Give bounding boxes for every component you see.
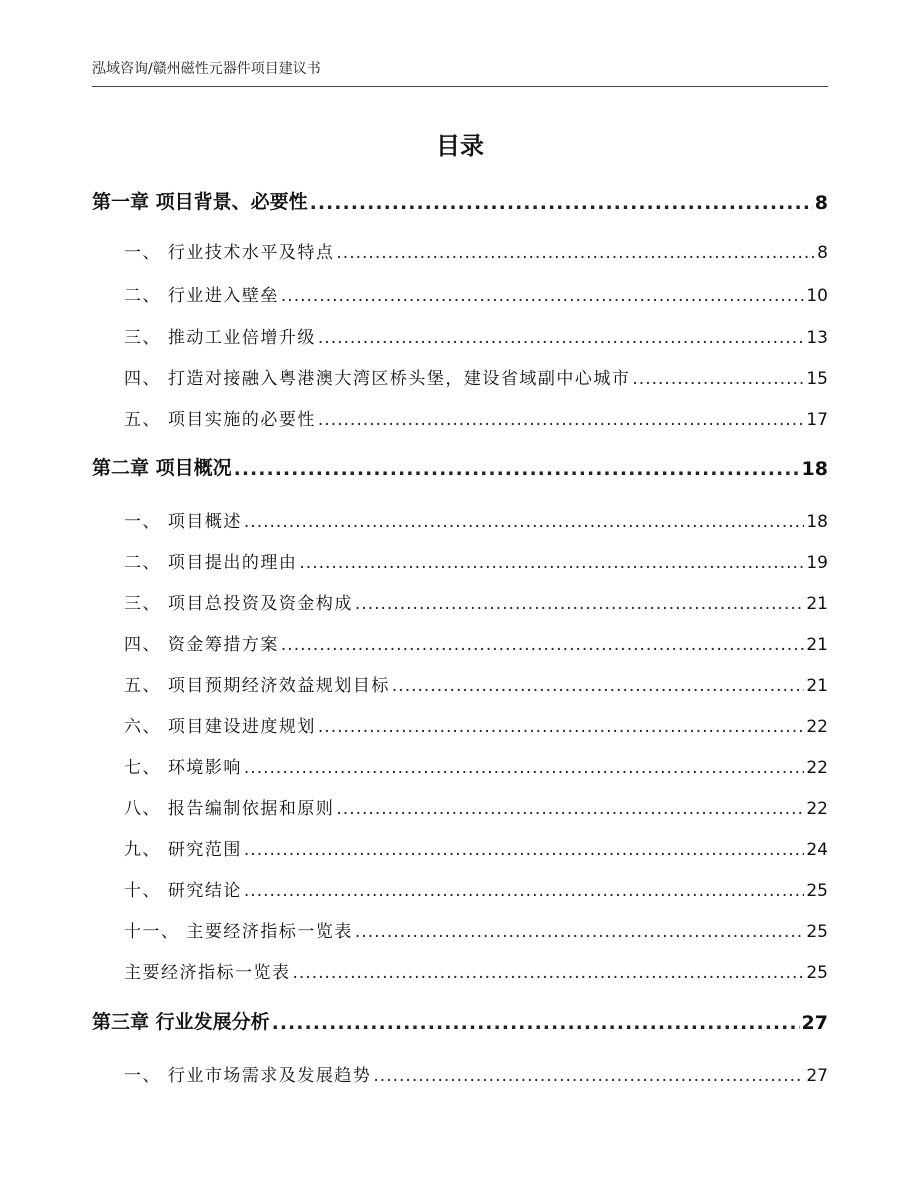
toc-entry-page: 25	[806, 922, 828, 942]
toc-entry-label: 五、 项目实施的必要性	[124, 410, 316, 430]
toc-entry-label: 四、 资金筹措方案	[124, 635, 279, 655]
toc-entry-page: 25	[806, 881, 828, 901]
toc-entry-label: 二、 行业进入壁垒	[124, 286, 279, 306]
toc-entry-2-table[interactable]	[0, 953, 920, 983]
toc-leader-dots	[299, 553, 804, 573]
toc-leader-dots	[293, 963, 805, 983]
toc-entry-label: 七、 环境影响	[124, 758, 242, 778]
toc-leader-dots	[281, 635, 804, 655]
toc-entry-2-1[interactable]	[0, 502, 920, 532]
toc-entry-label: 第二章 项目概况	[92, 457, 232, 479]
toc-entry-label: 第一章 项目背景、必要性	[92, 191, 308, 213]
toc-leader-dots	[632, 369, 804, 389]
toc-entry-2-2[interactable]	[0, 543, 920, 573]
toc-entry-page: 27	[801, 1012, 828, 1034]
toc-entry-page: 8	[814, 192, 828, 214]
toc-leader-dots	[244, 840, 804, 860]
toc-title: 目录	[436, 132, 484, 160]
toc-entry-label: 三、 推动工业倍增升级	[124, 328, 316, 348]
toc-entry-page: 18	[806, 512, 828, 532]
toc-entry-2-4[interactable]	[0, 625, 920, 655]
toc-entry-label: 五、 项目预期经济效益规划目标	[124, 676, 390, 696]
toc-entry-page: 25	[806, 963, 828, 983]
toc-entry-2-3[interactable]	[0, 584, 920, 614]
toc-leader-dots	[355, 594, 804, 614]
toc-entry-2-10[interactable]	[0, 871, 920, 901]
toc-leader-dots	[272, 1012, 800, 1034]
toc-entry-page: 27	[806, 1066, 828, 1086]
toc-entry-page: 24	[806, 840, 828, 860]
toc-entry-3-1[interactable]	[0, 1056, 920, 1086]
toc-entry-1-2[interactable]	[0, 276, 920, 306]
toc-entry-label: 一、 项目概述	[124, 512, 242, 532]
toc-entry-1-1[interactable]	[0, 233, 920, 263]
toc-entry-page: 22	[806, 717, 828, 737]
toc-entry-2-6[interactable]	[0, 707, 920, 737]
toc-leader-dots	[336, 799, 804, 819]
toc-entry-page: 18	[801, 458, 828, 480]
toc-leader-dots	[318, 328, 804, 348]
toc-entry-page: 22	[806, 758, 828, 778]
toc-leader-dots	[392, 676, 804, 696]
toc-entry-2-7[interactable]	[0, 748, 920, 778]
toc-leader-dots	[318, 410, 804, 430]
toc-entry-chapter-3[interactable]	[0, 1004, 920, 1034]
toc-entry-2-5[interactable]	[0, 666, 920, 696]
toc-entry-label: 一、 行业市场需求及发展趋势	[124, 1066, 372, 1086]
toc-entry-page: 13	[806, 328, 828, 348]
toc-leader-dots	[310, 192, 813, 214]
toc-entry-label: 九、 研究范围	[124, 840, 242, 860]
toc-entry-page: 19	[806, 553, 828, 573]
toc-entry-2-8[interactable]	[0, 789, 920, 819]
toc-leader-dots	[281, 286, 804, 306]
toc-leader-dots	[234, 458, 800, 480]
toc-leader-dots	[244, 758, 804, 778]
toc-entry-label: 十、 研究结论	[124, 881, 242, 901]
toc-entry-page: 21	[806, 594, 828, 614]
toc-leader-dots	[336, 243, 815, 263]
toc-entry-chapter-2[interactable]	[0, 450, 920, 480]
toc-entry-page: 21	[806, 676, 828, 696]
toc-entry-2-9[interactable]	[0, 830, 920, 860]
toc-entry-chapter-1[interactable]	[0, 184, 920, 214]
toc-entry-page: 21	[806, 635, 828, 655]
toc-leader-dots	[355, 922, 804, 942]
toc-leader-dots	[373, 1066, 804, 1086]
toc-entry-1-4[interactable]	[0, 359, 920, 389]
toc-entry-label: 六、 项目建设进度规划	[124, 717, 316, 737]
toc-entry-label: 主要经济指标一览表	[124, 963, 291, 983]
toc-entry-1-5[interactable]	[0, 400, 920, 430]
toc-entry-page: 15	[806, 369, 828, 389]
toc-entry-label: 第三章 行业发展分析	[92, 1011, 270, 1033]
toc-entry-label: 二、 项目提出的理由	[124, 553, 298, 573]
toc-entry-label: 十一、 主要经济指标一览表	[124, 922, 353, 942]
toc-leader-dots	[244, 881, 804, 901]
toc-entry-page: 17	[806, 410, 828, 430]
toc-entry-label: 一、 行业技术水平及特点	[124, 243, 335, 263]
toc-entry-label: 四、 打造对接融入粤港澳大湾区桥头堡，建设省域副中心城市	[124, 369, 631, 389]
running-header: 泓域咨询/赣州磁性元器件项目建议书	[92, 58, 828, 87]
toc-entry-page: 22	[806, 799, 828, 819]
toc-entry-label: 三、 项目总投资及资金构成	[124, 594, 353, 614]
toc-entry-page: 8	[817, 243, 828, 263]
toc-entry-1-3[interactable]	[0, 318, 920, 348]
toc-entry-2-11[interactable]	[0, 912, 920, 942]
toc-leader-dots	[318, 717, 804, 737]
toc-entry-label: 八、 报告编制依据和原则	[124, 799, 335, 819]
toc-entry-page: 10	[806, 286, 828, 306]
toc-leader-dots	[244, 512, 804, 532]
